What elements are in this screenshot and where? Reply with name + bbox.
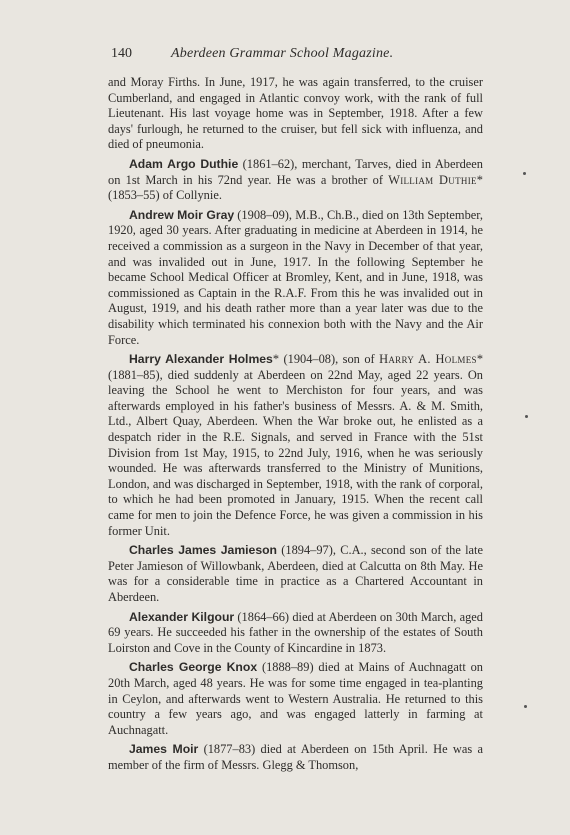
entry-text: (1861–62), merchant, Tarves, died in Aberdeen on 1st March in his 72nd year. He was a brother of bbox=[108, 156, 483, 187]
entry-name: Charles George Knox bbox=[129, 660, 258, 675]
entry-text: (1864–66) died at Aberdeen on 30th March, aged 69 years. He succeeded his father in the ownership of the estates of South Loirston and Cove in the County of Kincardine in 1873. bbox=[108, 609, 483, 655]
entry-reference: Harry A. Holmes bbox=[379, 352, 477, 367]
entry-text: (1877–83) died at Aberdeen on 15th April. He was a member of the firm of Messrs. Glegg & Thomson, bbox=[108, 742, 483, 772]
obituary-entry bbox=[108, 208, 483, 348]
obituary-entry bbox=[108, 352, 483, 539]
page-number: 140 bbox=[111, 46, 132, 61]
entry-text: * (1881–85), died suddenly at Aberdeen on 22nd May, aged 22 years. On leaving the School he went to Merchiston for four years, and was afterwards employed in his father's business of Messrs. A. & M. Smith, Ltd., Albert Quay, Aberdeen. When the War broke out, he enlisted as a despatch rider in the R.E. Signals, and served in France with the 51st Division from 1st May, 1915, to 22nd July, 1916, when he was seriously wounded. He was afterwards transferred to the Ministry of Munitions, London, and was discharged in September, 1918, with the rank of corporal, to which he had been promoted in January, 1915. When the recent call came for men to join the Defence Force, he was given a commission in his former Unit. bbox=[108, 352, 484, 538]
obituary-entry bbox=[108, 157, 483, 204]
entry-name: Charles James Jamieson bbox=[129, 543, 277, 558]
obituary-entry bbox=[108, 660, 483, 738]
obituary-column bbox=[108, 75, 483, 778]
entry-text: * (1853–55) of Collynie. bbox=[108, 172, 483, 203]
paper-speck bbox=[524, 705, 527, 708]
entry-name: James Moir bbox=[129, 742, 199, 757]
entry-name: Alexander Kilgour bbox=[129, 609, 235, 624]
paper-speck bbox=[523, 172, 526, 175]
running-title: Aberdeen Grammar School Magazine. bbox=[171, 46, 394, 61]
page-header bbox=[111, 46, 483, 62]
continued-paragraph: and Moray Firths. In June, 1917, he was again transferred, to the cruiser Cumberland, and engaged in Atlantic convoy work, with the rank of full Lieutenant. His last voyage home was in September, 1918. After a few days' furlough, he returned to the cruiser, but fell sick with influenza, and died of pneumonia. bbox=[108, 75, 483, 152]
obituary-entry bbox=[108, 543, 483, 605]
entry-text: (1894–97), C.A., second son of the late Peter Jamieson of Willowbank, Aberdeen, died at Calcutta on 8th May. He was for a considerable time in practice as a Chartered Accountant in Aberdeen. bbox=[108, 543, 483, 604]
entry-text: (1888–89) died at Mains of Auchnagatt on 20th March, aged 48 years. He was for some time engaged in tea-planting in Ceylon, and afterwards went to Western Australia. He returned to this country a few years ago, and was engaged latterly in farming at Auchnagatt. bbox=[108, 660, 483, 737]
obituary-entry bbox=[108, 610, 483, 657]
paper-speck bbox=[525, 415, 528, 418]
entry-name: Andrew Moir Gray bbox=[129, 207, 235, 222]
entry-reference: William Duthie bbox=[388, 172, 477, 187]
entry-text: * (1904–08), son of bbox=[272, 352, 380, 367]
entry-name: Harry Alexander Holmes bbox=[129, 352, 273, 367]
obituary-entry bbox=[108, 742, 483, 773]
entry-name: Adam Argo Duthie bbox=[129, 156, 239, 171]
entry-text: (1908–09), M.B., Ch.B., died on 13th September, 1920, aged 30 years. After graduating in medicine at Aberdeen in 1914, he received a commission as a surgeon in the Navy in December of that year, and was invalided out in June, 1917. In the following September he became School Medical Officer at Bromley, Kent, and in June, 1918, was commissioned as Captain in the R.A.F. From this he was invalided out in August, 1919, and his death rather more than a year later was due to the disability which terminated his connexion both with the Navy and the Air Force. bbox=[108, 207, 483, 347]
